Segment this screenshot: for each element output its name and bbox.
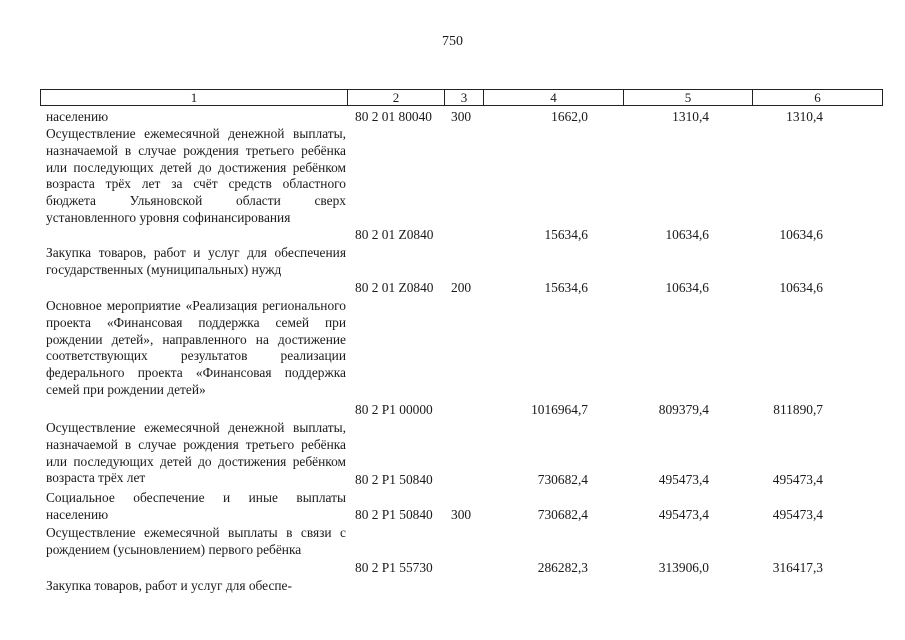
row-code: 80 2 P1 00000 [355,402,433,417]
row-value-col5: 495473,4 [658,507,709,522]
row-value-col5: 495473,4 [658,472,709,487]
header-col-3: 3 [445,90,484,105]
row-value-col5: 1310,4 [672,109,709,124]
row-code: 80 2 01 80040 [355,109,432,124]
table-header [40,89,883,106]
row-value-col6: 316417,3 [772,560,823,575]
row-code: 80 2 01 Z0840 [355,280,434,295]
row-expense-type: 200 [451,280,472,295]
row-value-col6: 1310,4 [786,109,823,124]
page-number: 750 [442,34,463,49]
row-value-col6: 495473,4 [772,472,823,487]
row-value-col6: 10634,6 [779,280,823,295]
row-code: 80 2 P1 50840 [355,507,433,522]
row-value-col4: 15634,6 [544,280,588,295]
header-col-2: 2 [348,90,445,105]
row-description: Основное мероприятие «Реализация регионального проекта «Финансовая поддержка семей при рождении детей», направленного на достижение соответствующих результатов реализации федерального проекта «Финансовая поддержка семей при рождении детей» [46,298,346,397]
row-value-col4: 730682,4 [537,472,588,487]
row-value-col6: 811890,7 [773,402,823,417]
row-description: населению [46,109,109,124]
row-expense-type: 300 [451,109,472,124]
row-description: Социальное обеспечение и иные выплаты населению [46,490,346,522]
row-value-col4: 15634,6 [544,227,588,242]
row-value-col5: 10634,6 [665,227,709,242]
header-col-6: 6 [814,90,821,105]
row-value-col6: 495473,4 [772,507,823,522]
row-description: Закупка товаров, работ и услуг для обеспе- [46,578,292,593]
row-value-col6: 10634,6 [779,227,823,242]
row-description: Осуществление ежемесячной выплаты в связи с рождением (усыновлением) первого ребёнка [46,525,346,557]
row-value-col4: 286282,3 [537,560,588,575]
row-value-col5: 10634,6 [665,280,709,295]
row-value-col4: 1662,0 [551,109,588,124]
header-col-5: 5 [624,90,753,105]
row-value-col4: 730682,4 [537,507,588,522]
row-description: Осуществление ежемесячной денежной выплаты, назначаемой в случае рождения третьего ребёнка или последующих детей до достижения ребёнком возраста трёх лет [46,420,346,486]
row-expense-type: 300 [451,507,472,522]
row-value-col5: 313906,0 [658,560,709,575]
row-description: Осуществление ежемесячной денежной выплаты, назначаемой в случае рождения третьего ребёнка или последующих детей до достижения ребёнком возраста трёх лет за счёт средств областного бюджета Ульяновской области сверх установленного уровня софинансирования [46,126,346,225]
row-code: 80 2 P1 55730 [355,560,433,575]
row-value-col5: 809379,4 [658,402,709,417]
row-description: Закупка товаров, работ и услуг для обеспечения государственных (муниципальных) нужд [46,245,346,277]
header-col-4: 4 [484,90,624,105]
row-code: 80 2 P1 50840 [355,472,433,487]
row-code: 80 2 01 Z0840 [355,227,434,242]
row-value-col4: 1016964,7 [531,402,588,417]
header-col-1: 1 [41,90,348,105]
